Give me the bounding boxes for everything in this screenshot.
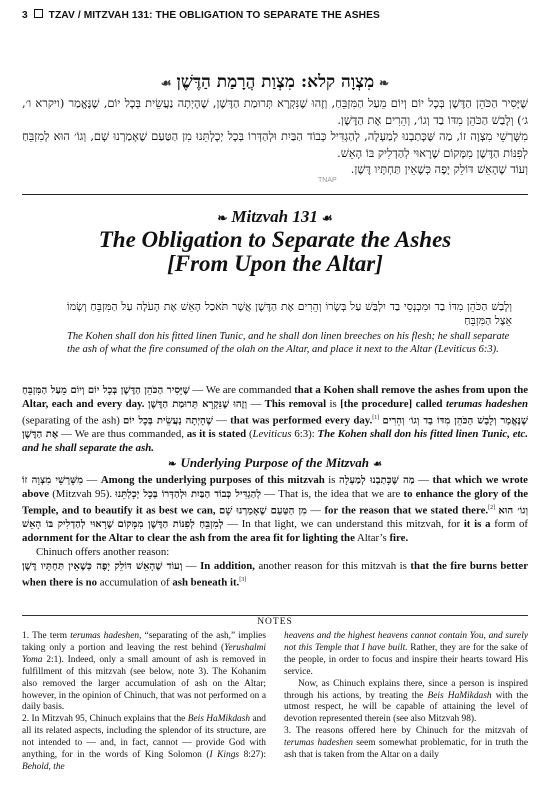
square-bullet-icon <box>34 9 43 18</box>
mitzvah-label <box>22 207 528 227</box>
text: — <box>306 504 325 517</box>
italic-text: Behold, the <box>22 761 65 772</box>
bold-text: ash beneath it. <box>172 576 240 589</box>
hebrew-lemma: מִן הַטַּעַם שֶׁאָמַרְנוּ שָׁם <box>218 505 307 517</box>
hebrew-paragraph: מִשָּׁרְשֵׁי מִצְוָה זוֹ, מַה שֶּׁכָּתַבְנוּ לְמַעְלָה, לְהַגְדִּיל כְּבוֹד הַבַּיִת וּלְהַדְּרוֹ בְּכָל יְכָלְתֵּנוּ מִן הַטַּעַם שֶׁאָמַרְנוּ שָׁם, וְגוֹ׳ הוּא לְמִזְבֵּחַ לְפִנּוֹת הַדֶּשֶׁן מִמָּקוֹם שֶׁרָאוּי לְהַדְלִיק בּוֹ הָאֵשׁ. <box>22 129 528 160</box>
english-title-line: The Obligation to Separate the Ashes <box>98 227 452 252</box>
hebrew-text-block <box>22 95 528 178</box>
text: another reason for this mitzvah is <box>254 560 411 573</box>
footnote-continuation <box>284 679 528 727</box>
italic-text: Yerushalmi Yoma <box>22 642 266 665</box>
ornament-icon: ❧ <box>168 459 177 470</box>
bold-text: for the reason that we stated there. <box>324 504 489 517</box>
footnote-continuation <box>284 631 528 679</box>
text: — <box>83 474 101 486</box>
hebrew-lemma: וְעוֹד שֶׁהָאֵשׁ דּוֹלֵק יָפֶה כְּשֶׁאֵין תַּחְתָּיו דֶּשֶׁן <box>22 561 183 573</box>
text: — <box>212 414 231 427</box>
hebrew-lemma: שֶׁנֶּאֱמַר וְלָבַשׁ הַכֹּהֵן מִדּוֹ בַד וְגוֹ׳ וְהֵרִים אֶת הַדֶּשֶׁן <box>22 415 528 441</box>
page-number: 3 <box>22 10 28 21</box>
italic-text: Beis HaMikdash <box>187 714 251 725</box>
text: with the utmost respect, he will be capable of attaining the level of devotion represented therein (see also Mitzvah 98). <box>284 690 529 725</box>
ornament-icon: ❧ <box>217 211 228 225</box>
verse-english: The Kohen shall don his fitted linen Tunic, and he shall don linen breeches on his flesh; he shall separate the ash of what the fire consumed of the olah on the Altar, and place it next to the Altar (Leviticus 6:3). <box>67 331 510 355</box>
footnote <box>22 714 266 774</box>
text: and all its related aspects, including the splendor of its structure, are not intended to — and, in fact, cannot — provide God with anything, for in the words of King Solomon ( <box>22 714 266 761</box>
hebrew-lemma: שֶׁהָיְתָה נַעֲשֵׂית בְּכָל יוֹם <box>123 415 213 427</box>
subheading <box>22 455 528 471</box>
bold-text: [the procedure] called <box>340 397 446 410</box>
notes-column-right <box>284 631 528 762</box>
running-title: TZAV / MITZVAH 131: THE OBLIGATION TO SEPARATE THE ASHES <box>48 10 380 21</box>
italic-text: Beis HaMikdash <box>427 690 492 701</box>
subheading-text: Underlying Purpose of the Mitzvah <box>180 455 369 470</box>
text: is <box>324 474 339 486</box>
ornament-icon: ☙ <box>372 459 382 470</box>
text: 6:3): <box>291 428 318 441</box>
bold-text: that the fire burns better when there is no <box>22 560 528 589</box>
text: (Mitzvah 95). <box>49 487 116 500</box>
text: Now, as Chinuch explains there, since a person is inspired through his actions, by treating the <box>284 678 528 701</box>
italic-text: terumas hadeshen <box>284 738 353 749</box>
bold-italic-text: The Kohen shall don his fitted linen Tunic, etc. and he shall separate the ash. <box>22 428 528 455</box>
italic-text: heavens and the highest heavens cannot contain You, and surely not this Temple that I have built. <box>284 631 528 653</box>
text: 2. In Mitzvah 95, Chinuch explains that the <box>22 714 188 725</box>
text: seem somewhat problematic, for in truth the ash that is taken from the Altar on a daily <box>284 738 528 761</box>
bold-text: Among the underlying purposes of this mitzvah <box>100 474 325 486</box>
bold-text: fire. <box>389 532 409 545</box>
english-title-line: [From Upon the Altar] <box>167 251 383 276</box>
divider <box>22 194 528 195</box>
text: 2:1). Indeed, only a small amount of ash is removed in fulfillment of this mitzvah (see below, note 3). The Kohanim also removed the larger accumulation of ash on the Altar; however, in the opinion of Chinuch, that was not performed on a daily basis. <box>22 654 266 713</box>
text: accumulation of <box>97 576 173 589</box>
hebrew-paragraph: וְעוֹד שֶׁהָאֵשׁ דּוֹלֵק יָפֶה כְּשֶׁאֵין תַּחְתָּיו דֶּשֶׁן. <box>350 162 528 176</box>
verse-hebrew: וְלָבַשׁ הַכֹּהֵן מִדּוֹ בַד וּמִכְנְסֵי בַד יִלְבַּשׁ עַל בְּשָׂרוֹ וְהֵרִים אֶת הַדֶּשֶׁן אֲשֶׁר תֹּאכַל הָאֵשׁ אֶת הָעֹלָה עַל הַמִּזְבֵּחַ וְשָׂמוֹ אֵצֶל הַמִּזְבֵּחַ <box>67 300 512 327</box>
text: — We are commanded <box>189 384 295 396</box>
notes-column-left <box>22 631 266 774</box>
hebrew-lemma: מַה שֶּׁכָּתַבְנוּ לְמַעְלָה <box>338 475 415 486</box>
hebrew-paragraph: שֶׁיָּסִיר הַכֹּהֵן הַדֶּשֶׁן בְּכָל יוֹם וְיוֹם מֵעַל הַמִּזְבֵּחַ, וְזֶהוּ שֶׁנִּקְרָא תְּרוּמַת הַדֶּשֶׁן, שֶׁהָיְתָה נַעֲשֵׂית בְּכָל יוֹם, שֶׁנֶּאֱמַר (ויקרא ו׳, ג׳) וְלָבַשׁ הַכֹּהֵן מִדּוֹ בַד וְגוֹ׳, וְהֵרִים אֶת הַדֶּשֶׁן. <box>22 96 528 127</box>
hebrew-lemma: וְזֶהוּ שֶׁנִּקְרָא תְּרוּמַת הַדֶּשֶׁן <box>147 398 248 410</box>
bold-text: that which we wrote above <box>22 474 528 500</box>
hebrew-lemma: וְגוֹ׳ הוּא לְמִזְבֵּחַ לְפִנּוֹת הַדֶּשֶׁן מִמָּקוֹם <box>117 505 528 531</box>
italic-text: I Kings <box>209 750 240 761</box>
italic-term: terumas hadeshen <box>446 397 529 410</box>
bold-text: that a Kohen shall remove the ashes from upon the Altar, each and every day. <box>22 384 528 410</box>
mitzvah-label-text: Mitzvah 131 <box>231 207 318 226</box>
text: Rather, they are for the sake of the people, in order to focus and inspire their hearts toward His service. <box>284 642 528 677</box>
footnote <box>284 726 528 762</box>
bold-text: as it is stated <box>186 428 247 441</box>
hebrew-lemma: מִשָּׁרְשֵׁי מִצְוָה זוֹ <box>22 475 84 486</box>
hebrew-lemma: לְהַגְדִּיל כְּבוֹד הַבַּיִת וּלְהַדְּרוֹ בְּכָל יְכָלְתֵּנוּ <box>115 488 262 500</box>
hebrew-title-text: מִצְוָה קלא: מִצְוַת הֲרָמַת הַדֶּשֶׁן <box>176 72 375 92</box>
text: 3. The reasons offered here by Chinuch for the mitzvah of <box>284 726 528 737</box>
italic-text: terumas hadeshen <box>70 631 140 641</box>
bold-text: it is a <box>463 518 491 531</box>
text: — We are thus commanded, <box>58 428 187 441</box>
commentary-paragraph <box>22 384 528 456</box>
text: (separating of the ash) <box>22 414 124 427</box>
bold-text: In addition, <box>200 560 255 573</box>
footnote-ref[interactable]: [1] <box>372 414 380 421</box>
text: 1. The term <box>22 631 71 641</box>
text: is <box>326 397 341 410</box>
bold-text: that was performed every day. <box>230 414 373 427</box>
footnote-ref[interactable]: [3] <box>239 576 247 583</box>
transition-text: Chinuch offers another reason: <box>36 546 170 559</box>
running-header <box>22 9 528 25</box>
italic-text: Leviticus <box>252 428 292 441</box>
commentary-paragraph <box>22 474 528 590</box>
hebrew-lemma: שֶׁיָּסִיר הַכֹּהֵן הַדֶּשֶׁן בְּכָל יוֹם וְיוֹם מֵעַל הַמִּזְבֵּחַ <box>22 385 190 396</box>
verse-block <box>67 300 512 356</box>
bold-text: adornment for the Altar to clear the ash from the area fit for lighting the <box>22 532 355 545</box>
bold-text: This removal <box>264 397 327 410</box>
text: — <box>247 397 265 410</box>
watermark: TNAP <box>318 177 337 184</box>
english-title <box>22 228 528 276</box>
ornament-icon: ❧ <box>379 76 390 90</box>
ornament-icon: ☙ <box>160 76 172 90</box>
text: Altar’s <box>354 532 390 545</box>
ornament-icon: ☙ <box>321 211 333 225</box>
text: — <box>414 474 433 486</box>
hebrew-lemma: שֶׁרָאוּי לְהַדְלִיק בּוֹ הָאֵשׁ <box>22 519 114 531</box>
notes-title: NOTES <box>257 617 293 627</box>
text: ( <box>246 428 253 441</box>
bold-text: to enhance the glory of the Temple, and to beautify it as best we can, <box>22 487 529 517</box>
footnote-ref[interactable]: [2] <box>488 504 496 511</box>
text: , “separating of the ash,” implies taking only a portion and leaving the rest behind ( <box>22 631 266 653</box>
text: — <box>182 560 201 573</box>
text: — That is, the idea that we are <box>261 487 404 500</box>
notes-divider <box>22 615 528 616</box>
hebrew-title <box>22 72 528 92</box>
text: 8:27): <box>239 750 266 761</box>
footnote <box>22 631 266 714</box>
text: form of <box>490 518 529 531</box>
text: — In that light, we can understand this mitzvah, for <box>223 518 464 531</box>
